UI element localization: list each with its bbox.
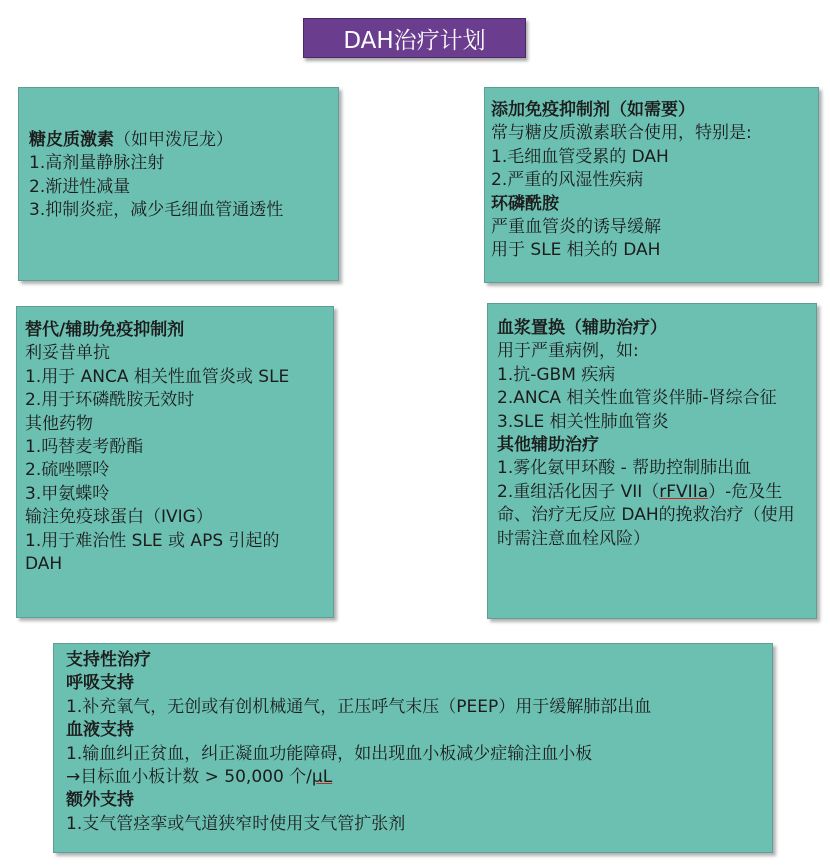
other-adjuvant-heading: 其他辅助治疗 — [497, 435, 599, 456]
supportive-care-box — [53, 643, 773, 853]
plasma-heading: 血浆置换（辅助治疗） — [497, 318, 667, 338]
other-drugs-label: 其他药物 — [25, 413, 93, 434]
plasma-item: 1.抗-GBM 疾病 — [497, 364, 616, 385]
immunosuppressants-item: 1.毛细血管受累的 DAH — [491, 146, 669, 167]
steroids-item: 1.高剂量静脉注射 — [29, 153, 165, 174]
page-title: DAH治疗计划 — [303, 18, 526, 58]
extra-heading: 额外支持 — [66, 790, 134, 811]
other-drugs-item: 3.甲氨蝶呤 — [25, 483, 110, 504]
plasma-exchange-box — [487, 303, 817, 619]
immunosuppressants-item: 2.严重的风湿性疾病 — [491, 170, 644, 191]
blood-item: 1.输血纠正贫血，纠正凝血功能障碍，如出现血小板减少症输注血小板 — [66, 743, 593, 764]
plasma-item: 2.ANCA 相关性血管炎伴肺-肾综合征 — [497, 388, 777, 409]
ivig-label: 输注免疫球蛋白（IVIG） — [25, 507, 213, 528]
plasma-item: 3.SLE 相关性肺血管炎 — [497, 411, 669, 432]
rituximab-item: 2.用于环磷酰胺无效时 — [25, 390, 195, 411]
cyclophosphamide-item: 严重血管炎的诱导缓解 — [491, 217, 661, 238]
immunosuppressants-heading: 添加免疫抑制剂（如需要） — [491, 100, 695, 120]
alternative-heading: 替代/辅助免疫抑制剂 — [25, 320, 185, 340]
other-adjuvant-item: 1.雾化氨甲环酸 - 帮助控制肺出血 — [497, 458, 752, 479]
immunosuppressants-intro: 常与糖皮质激素联合使用，特别是: — [491, 123, 752, 144]
other-drugs-item: 2.硫唑嘌呤 — [25, 460, 110, 481]
steroids-heading-line — [29, 129, 332, 152]
extra-item: 1.支气管痉挛或气道狭窄时使用支气管扩张剂 — [66, 813, 406, 834]
respiratory-heading: 呼吸支持 — [66, 673, 134, 694]
ivig-item: 1.用于难治性 SLE 或 APS 引起的 DAH — [25, 530, 280, 575]
blood-heading: 血液支持 — [66, 720, 134, 741]
other-adjuvant-item — [497, 481, 807, 551]
platelet-target — [66, 766, 766, 789]
rfviia-abbrev: rFVIIa — [659, 481, 709, 502]
immunosuppressants-box — [484, 87, 819, 283]
steroids-heading-note: （如甲泼尼龙） — [114, 130, 233, 150]
plasma-intro: 用于严重病例，如: — [497, 341, 639, 362]
platelet-target-unit: μL — [311, 767, 333, 788]
rituximab-item: 1.用于 ANCA 相关性血管炎或 SLE — [25, 366, 290, 387]
steroids-item: 2.渐进性减量 — [29, 176, 131, 197]
other-drugs-item: 1.吗替麦考酚酯 — [25, 437, 144, 458]
cyclophosphamide-item: 用于 SLE 相关的 DAH — [491, 240, 661, 261]
rfviia-text-end: ）-危及生命、治疗无反应 DAH的挽救治疗（使用时需注意血栓风险） — [497, 481, 795, 549]
steroids-heading: 糖皮质激素 — [29, 130, 114, 150]
alternative-immunosuppressants-box — [16, 306, 334, 618]
cyclophosphamide-heading: 环磷酰胺 — [491, 193, 559, 214]
support-heading: 支持性治疗 — [66, 650, 151, 670]
respiratory-item: 1.补充氧气，无创或有创机械通气，正压呼气末压（PEEP）用于缓解肺部出血 — [66, 696, 652, 717]
steroids-item: 3.抑制炎症，减少毛细血管通透性 — [29, 200, 284, 221]
platelet-target-text: →目标血小板计数 > 50,000 个/ — [66, 767, 312, 788]
rituximab-label: 利妥昔单抗 — [25, 343, 110, 364]
rfviia-text-start: 2.重组活化因子 VII（ — [497, 481, 660, 502]
steroids-box — [18, 87, 339, 281]
